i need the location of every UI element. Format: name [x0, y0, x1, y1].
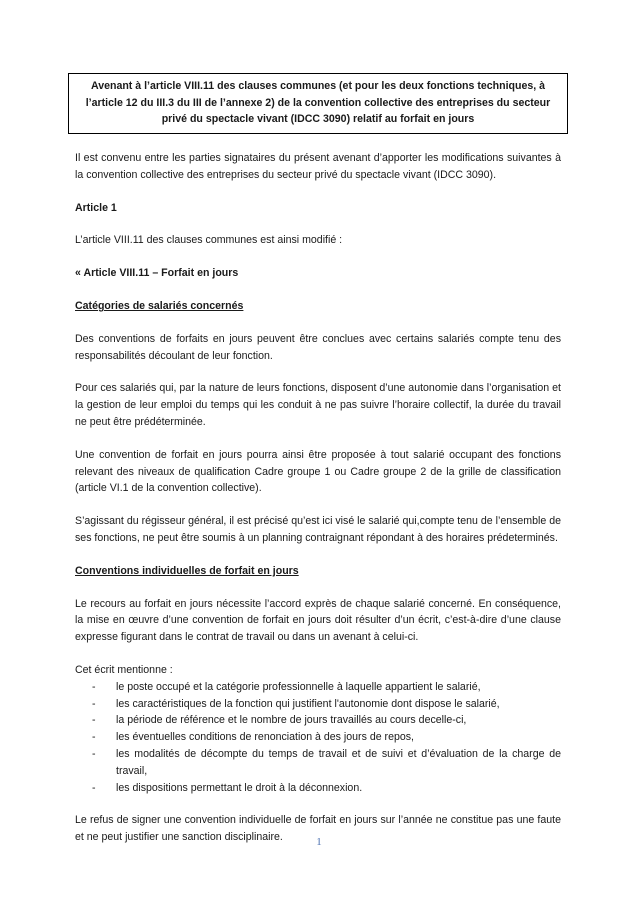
closing-paragraph: Le refus de signer une convention individuelle de forfait en jours sur l’année ne constitue pas une faute et ne peut justifier une sanction disciplinaire.: [75, 814, 561, 844]
list-item: - les dispositions permettant le droit à la déconnexion.: [75, 780, 561, 797]
list-item: - les caractéristiques de la fonction qui justifient l'autonomie dont dispose le salarié,: [75, 696, 561, 713]
list-item: - les éventuelles conditions de renonciation à des jours de repos,: [75, 729, 561, 746]
list-item: - la période de référence et le nombre de jours travaillés au cours decelle-ci,: [75, 712, 561, 729]
paragraph: Pour ces salariés qui, par la nature de leurs fonctions, disposent d’une autonomie dans l’organisation et la gestion de leur emploi du temps qui les conduit à ne pas suivre l’horaire collectif, la durée du travail ne peut être prédéterminée.: [75, 382, 561, 428]
list-bullet: -: [92, 680, 96, 693]
page-number: 1: [316, 836, 322, 848]
article-heading: Article 1: [75, 201, 117, 214]
paragraph: Une convention de forfait en jours pourra ainsi être proposée à tout salarié occupant des fonctions relevant des niveaux de qualification Cadre groupe 1 ou Cadre groupe 2 de la grille de classification (article VI.1 de la convention collective).: [75, 448, 561, 495]
list-item: - les modalités de décompte du temps de travail et de suivi et d’évaluation de la charge de travail,: [92, 747, 561, 777]
list-bullet: -: [92, 714, 96, 727]
list-bullet: -: [92, 747, 96, 760]
document-body: [75, 150, 561, 846]
mentions-list: [75, 679, 561, 797]
list-bullet: -: [92, 697, 96, 710]
paragraph: Des conventions de forfaits en jours peuvent être conclues avec certains salariés compte tenu des responsabilités découlant de leur fonction.: [75, 332, 561, 362]
intro-paragraph: Il est convenu entre les parties signataires du présent avenant d’apporter les modifications suivantes à la convention collective des entreprises du secteur privé du spectacle vivant (IDCC 3090).: [75, 152, 561, 181]
article-intro: L’article VIII.11 des clauses communes est ainsi modifié :: [75, 234, 343, 247]
quoted-article-heading: « Article VIII.11 – Forfait en jours: [75, 267, 239, 280]
document-title: Avenant à l’article VIII.11 des clauses communes (et pour les deux fonctions techniques, à l’article 12 du III.3 du III de l’annexe 2) de la convention collective des entreprises du secteur privé du spectacle vivant (IDCC 3090) relatif au forfait en jours: [85, 80, 551, 125]
section-heading-conventions: Conventions individuelles de forfait en jours: [75, 564, 299, 577]
paragraph: Le recours au forfait en jours nécessite l’accord exprès de chaque salarié concerné. En conséquence, la mise en œuvre d’une convention de forfait en jours doit résulter d’un écrit, c’est-à-dire d’une clause expresse figurant dans le contrat de travail ou dans un avenant à celui-ci.: [75, 597, 561, 644]
paragraph: S’agissant du régisseur général, il est précisé qu’est ici visé le salarié qui,compte tenu de l’ensemble de ses fonctions, ne peut être soumis à un planning contraignant répondant à des horaires prédeterminés.: [75, 515, 561, 544]
list-item: - le poste occupé et la catégorie professionnelle à laquelle appartient le salarié,: [75, 679, 561, 696]
section-heading-categories: Catégories de salariés concernés: [75, 299, 244, 312]
list-bullet: -: [92, 731, 96, 744]
document-title-box: [68, 73, 568, 134]
list-bullet: -: [92, 781, 96, 794]
list-intro: Cet écrit mentionne :: [75, 663, 173, 676]
